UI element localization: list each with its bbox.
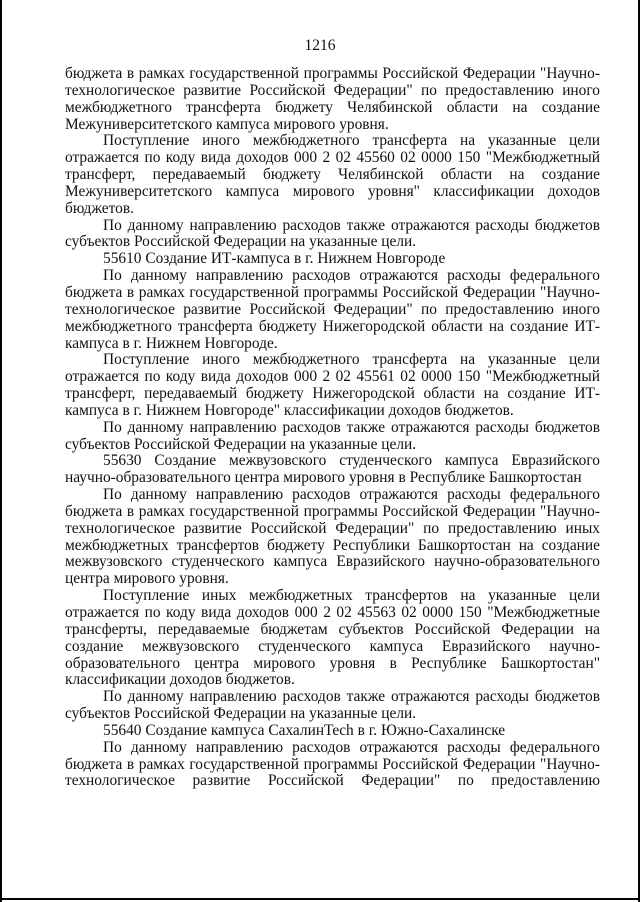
scan-bottom-border <box>0 898 640 900</box>
page-number: 1216 <box>304 37 336 54</box>
paragraph: По данному направлению расходов отражаются расходы федерального бюджета в рамках государственной программы Российской Федерации "Научно-технологическое развитие Российской Федерации" по предоставлению иных межбюджетных трансфертов бюджету Республики Башкортостан на создание межвузовского студенческого кампуса Евразийского научно-образовательного центра мирового уровня. <box>65 486 600 588</box>
paragraph: По данному направлению расходов отражаются расходы федерального бюджета в рамках государственной программы Российской Федерации "Научно-технологическое развитие Российской Федерации" по предоставлению <box>65 738 600 790</box>
paragraph: Поступление иного межбюджетного трансферта на указанные цели отражается по коду вида доходов 000 2 02 45561 02 0000 150 "Межбюджетный трансферт, передаваемый бюджету Нижегородской области на создание ИТ-кампуса в г. Нижнем Новгороде" классификации доходов бюджетов. <box>65 351 600 419</box>
paragraph: По данному направлению расходов также отражаются расходы бюджетов субъектов Российской Федерации на указанные цели. <box>65 418 600 453</box>
paragraph: Поступление иных межбюджетных трансфертов на указанные цели отражается по коду вида доходов 000 2 02 45563 02 0000 150 "Межбюджетные трансферты, передаваемые бюджетам субъектов Российской Федерации на создание межвузовского студенческого кампуса Евразийского научно-образовательного центра мирового уровня в Республике Башкортостан" классификации доходов бюджетов. <box>65 587 600 689</box>
paragraph: По данному направлению расходов также отражаются расходы бюджетов субъектов Российской Федерации на указанные цели. <box>65 688 600 723</box>
document-body <box>65 66 600 790</box>
section-heading: 55630 Создание межвузовского студенческого кампуса Евразийского научно-образовательного центра мирового уровня в Республике Башкортостан <box>65 452 600 487</box>
section-heading: 55640 Создание кампуса СахалинTech в г. Южно-Сахалинске <box>103 721 506 739</box>
section-heading: 55610 Создание ИТ-кампуса в г. Нижнем Новгороде <box>103 250 446 268</box>
paragraph: По данному направлению расходов также отражаются расходы бюджетов субъектов Российской Федерации на указанные цели. <box>65 216 600 251</box>
paragraph: Поступление иного межбюджетного трансферта на указанные цели отражается по коду вида доходов 000 2 02 45560 02 0000 150 "Межбюджетный трансферт, передаваемый бюджету Челябинской области на создание Межуниверситетского кампуса мирового уровня" классификации доходов бюджетов. <box>65 132 600 217</box>
paragraph: По данному направлению расходов отражаются расходы федерального бюджета в рамках государственной программы Российской Федерации "Научно-технологическое развитие Российской Федерации" по предоставлению иного межбюджетного трансферта бюджету Нижегородской области на создание ИТ-кампуса в г. Нижнем Новгороде. <box>65 267 600 352</box>
paragraph-continuation: бюджета в рамках государственной программы Российской Федерации "Научно-технологическое развитие Российской Федерации" по предоставлению иного межбюджетного трансферта бюджету Челябинской области на создание Межуниверситетского кампуса мирового уровня. <box>65 65 600 133</box>
scan-left-border <box>0 0 2 902</box>
